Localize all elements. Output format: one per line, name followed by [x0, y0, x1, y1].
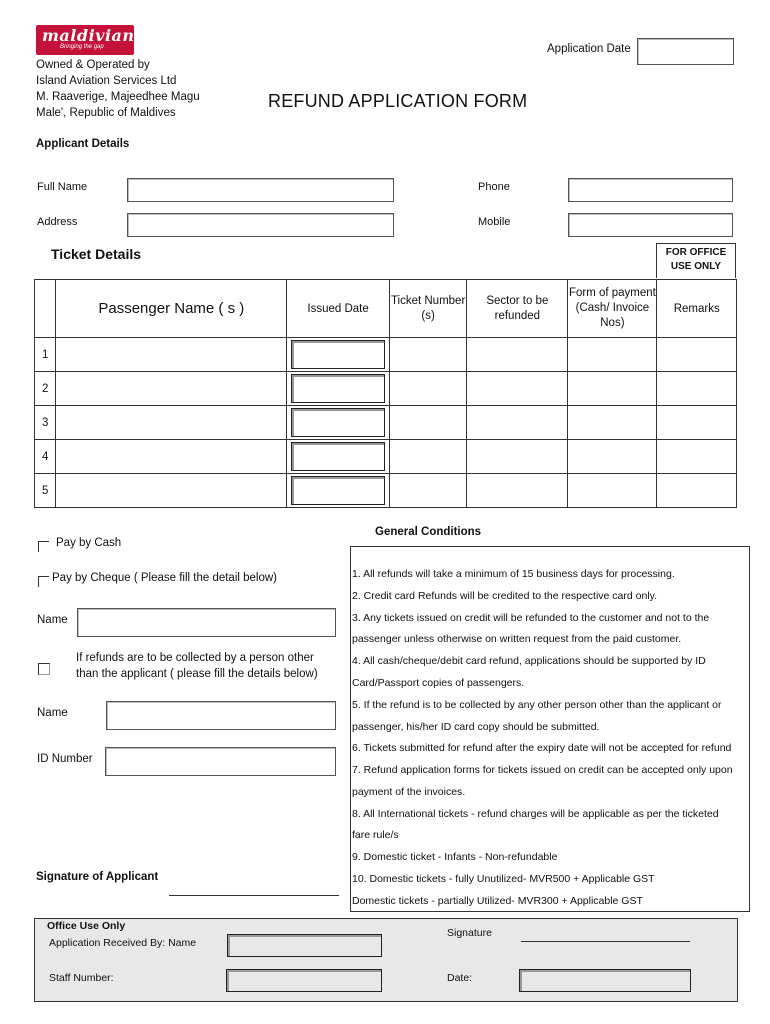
- payment-cell[interactable]: [568, 338, 657, 372]
- issued-date-cell: [287, 440, 390, 474]
- address-label: Address: [37, 216, 78, 228]
- other-person-checkbox[interactable]: [38, 663, 50, 675]
- payment-cell[interactable]: [568, 372, 657, 406]
- collector-name-label: Name: [37, 707, 68, 719]
- col-header-ticket-number: Ticket Number (s): [389, 280, 466, 338]
- passenger-name-cell[interactable]: [56, 474, 287, 508]
- logo-wordmark: maldivian: [42, 26, 135, 45]
- ticket-table: [34, 279, 737, 508]
- logo-tagline: Bringing the gap: [60, 44, 104, 50]
- sector-cell[interactable]: [467, 440, 568, 474]
- condition-line: Domestic tickets - partially Utilized- MVR300 + Applicable GST: [352, 895, 643, 907]
- address-field[interactable]: [127, 213, 394, 237]
- condition-line: 5. If the refund is to be collected by any other person other than the applicant or: [352, 699, 722, 711]
- page-title: REFUND APPLICATION FORM: [268, 91, 528, 111]
- staff-number-label: Staff Number:: [49, 972, 114, 984]
- office-date-field[interactable]: [519, 969, 691, 992]
- signature-of-applicant-label: Signature of Applicant: [36, 871, 159, 883]
- issued-date-cell: [287, 474, 390, 508]
- issued-date-field[interactable]: [291, 340, 385, 369]
- sector-cell[interactable]: [467, 338, 568, 372]
- table-row: [35, 440, 737, 474]
- row-number: 4: [35, 440, 56, 474]
- issued-date-field[interactable]: [291, 442, 385, 471]
- pay-by-cash-label: Pay by Cash: [56, 537, 122, 549]
- id-number-label: ID Number: [37, 753, 93, 765]
- condition-line: passenger, his/her ID card copy should be submitted.: [352, 721, 600, 733]
- staff-number-field[interactable]: [226, 969, 382, 992]
- ticket-details-heading: Ticket Details: [51, 246, 142, 262]
- office-use-heading: Office Use Only: [47, 920, 126, 932]
- cheque-name-field[interactable]: [77, 608, 336, 637]
- col-header-remarks: Remarks: [657, 280, 737, 338]
- ticket-table-header: [35, 280, 737, 338]
- office-use-section: [34, 918, 738, 1002]
- application-date-label: Application Date: [547, 43, 631, 55]
- applicant-details-heading: Applicant Details: [36, 138, 130, 150]
- office-use-badge: [656, 243, 736, 278]
- mobile-field[interactable]: [568, 213, 733, 237]
- table-row: [35, 406, 737, 440]
- id-number-field[interactable]: [105, 747, 336, 776]
- application-date-field[interactable]: [637, 38, 734, 65]
- condition-line: 10. Domestic tickets - fully Unutilized- MVR500 + Applicable GST: [352, 873, 655, 885]
- mobile-label: Mobile: [478, 216, 511, 228]
- phone-label: Phone: [478, 181, 510, 193]
- phone-field[interactable]: [568, 178, 733, 202]
- condition-line: Card/Passport copies of passengers.: [352, 677, 525, 689]
- table-row: [35, 474, 737, 508]
- owner-address: [36, 57, 200, 121]
- pay-by-cheque-checkbox[interactable]: [38, 576, 49, 587]
- ticket-number-cell[interactable]: [389, 372, 466, 406]
- office-use-badge-text: FOR OFFICE USE ONLY: [665, 247, 727, 272]
- col-header-passenger: Passenger Name ( s ): [56, 280, 287, 338]
- owner-line: Male', Republic of Maldives: [36, 107, 176, 119]
- issued-date-cell: [287, 338, 390, 372]
- received-by-field[interactable]: [227, 934, 382, 957]
- full-name-field[interactable]: [127, 178, 394, 202]
- sector-cell[interactable]: [467, 474, 568, 508]
- issued-date-field[interactable]: [291, 408, 385, 437]
- maldivian-logo: [36, 25, 134, 55]
- table-row: [35, 338, 737, 372]
- ticket-number-cell[interactable]: [389, 338, 466, 372]
- row-number: 2: [35, 372, 56, 406]
- condition-line: 6. Tickets submitted for refund after the expiry date will not be accepted for refund: [352, 742, 732, 754]
- row-number: 5: [35, 474, 56, 508]
- cheque-name-label: Name: [37, 614, 68, 626]
- general-conditions-heading: General Conditions: [375, 526, 482, 538]
- condition-line: fare rule/s: [352, 829, 399, 841]
- payment-cell[interactable]: [568, 406, 657, 440]
- collector-name-field[interactable]: [106, 701, 336, 730]
- received-by-label: Application Received By: Name: [49, 937, 197, 949]
- office-signature-line[interactable]: [521, 941, 690, 942]
- passenger-name-cell[interactable]: [56, 338, 287, 372]
- pay-by-cheque-label: Pay by Cheque ( Please fill the detail below): [52, 572, 278, 584]
- office-signature-label: Signature: [447, 927, 492, 939]
- remarks-cell[interactable]: [657, 440, 737, 474]
- pay-by-cash-checkbox[interactable]: [38, 541, 49, 552]
- passenger-name-cell[interactable]: [56, 440, 287, 474]
- remarks-cell[interactable]: [657, 474, 737, 508]
- issued-date-cell: [287, 372, 390, 406]
- passenger-name-cell[interactable]: [56, 406, 287, 440]
- passenger-name-cell[interactable]: [56, 372, 287, 406]
- sector-cell[interactable]: [467, 372, 568, 406]
- ticket-number-cell[interactable]: [389, 474, 466, 508]
- condition-line: payment of the invoices.: [352, 786, 466, 798]
- remarks-cell[interactable]: [657, 338, 737, 372]
- other-person-text: If refunds are to be collected by a person other than the applicant ( please fill the details below): [76, 652, 318, 680]
- owner-line: Island Aviation Services Ltd: [36, 75, 177, 87]
- applicant-signature-line[interactable]: [169, 895, 339, 896]
- condition-line: 7. Refund application forms for tickets issued on credit can be accepted only upon: [352, 764, 733, 776]
- office-date-label: Date:: [447, 972, 473, 984]
- condition-line: 2. Credit card Refunds will be credited to the respective card only.: [352, 590, 658, 602]
- full-name-label: Full Name: [37, 181, 88, 193]
- sector-cell[interactable]: [467, 406, 568, 440]
- condition-line: passenger unless otherwise on written request from the paid customer.: [352, 633, 682, 645]
- condition-line: 9. Domestic ticket - Infants - Non-refundable: [352, 851, 558, 863]
- col-header-sector: Sector to be refunded: [467, 280, 568, 338]
- row-number: 1: [35, 338, 56, 372]
- payment-cell[interactable]: [568, 440, 657, 474]
- condition-line: 3. Any tickets issued on credit will be refunded to the customer and not to the: [352, 612, 710, 624]
- remarks-cell[interactable]: [657, 372, 737, 406]
- ticket-number-cell[interactable]: [389, 440, 466, 474]
- col-header-issued-date: Issued Date: [287, 280, 390, 338]
- condition-line: 4. All cash/cheque/debit card refund, applications should be supported by ID: [352, 655, 706, 667]
- owner-line: Owned & Operated by: [36, 59, 150, 71]
- issued-date-field[interactable]: [291, 374, 385, 403]
- ticket-number-cell[interactable]: [389, 406, 466, 440]
- issued-date-field[interactable]: [291, 476, 385, 505]
- issued-date-cell: [287, 406, 390, 440]
- table-row: [35, 372, 737, 406]
- row-number: 3: [35, 406, 56, 440]
- payment-cell[interactable]: [568, 474, 657, 508]
- col-header-index: [35, 280, 56, 338]
- owner-line: M. Raaverige, Majeedhee Magu: [36, 91, 200, 103]
- condition-line: 1. All refunds will take a minimum of 15 business days for processing.: [352, 568, 675, 580]
- remarks-cell[interactable]: [657, 406, 737, 440]
- col-header-payment: Form of payment (Cash/ Invoice Nos): [568, 280, 657, 338]
- condition-line: 8. All International tickets - refund charges will be applicable as per the ticketed: [352, 808, 719, 820]
